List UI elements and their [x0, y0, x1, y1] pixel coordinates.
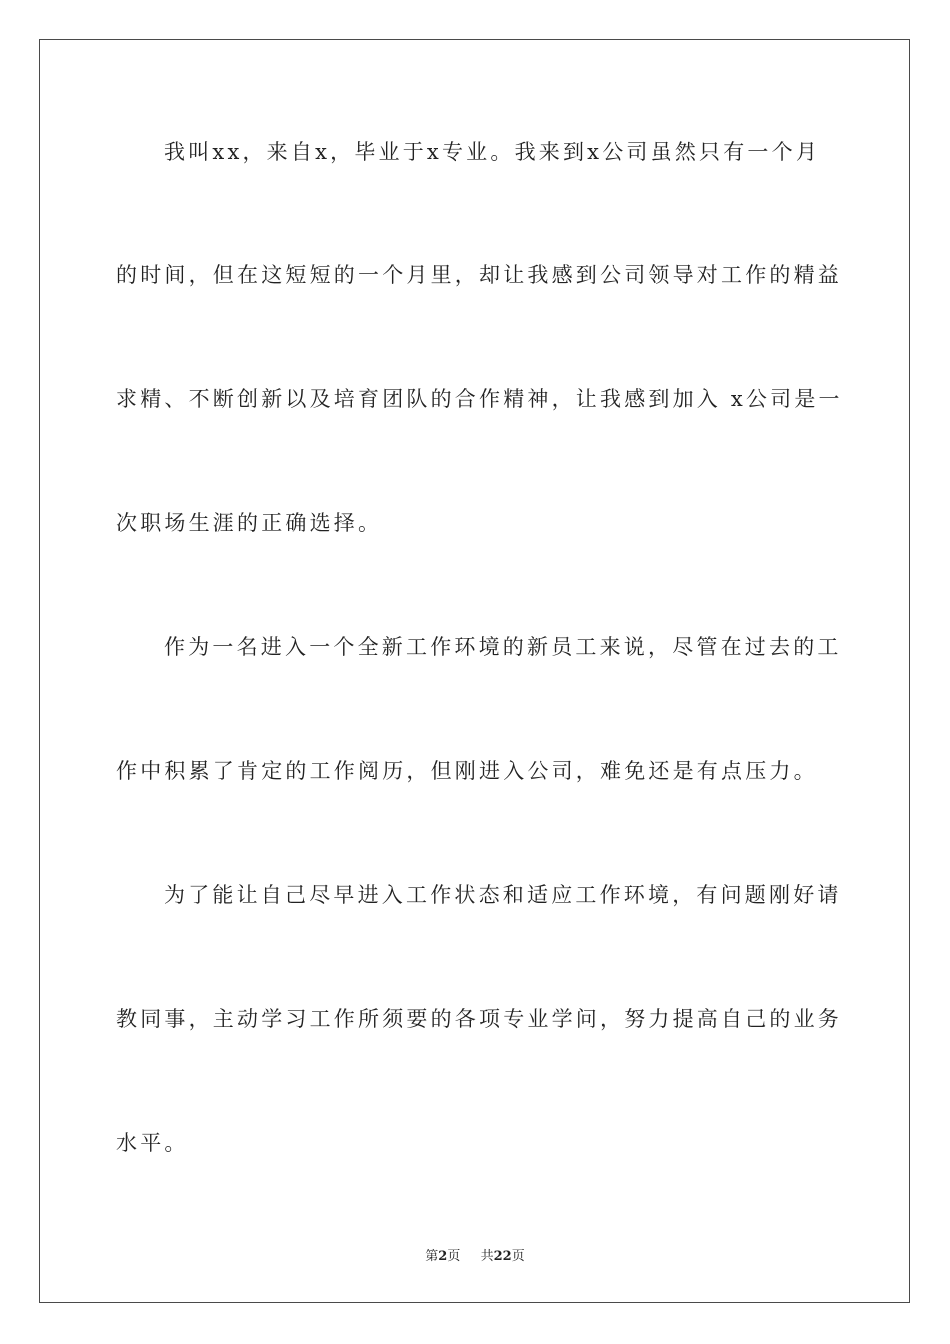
total-pages: 22 — [493, 1249, 512, 1264]
paragraph-2-line-1: 作为一名进入一个全新工作环境的新员工来说，尽管在过去的工 — [164, 635, 842, 659]
total-prefix: 共 — [480, 1249, 494, 1264]
page-number: 2 — [438, 1249, 448, 1264]
paragraph-1-line-4: 次职场生涯的正确选择。 — [116, 511, 383, 535]
paragraph-2-line-2: 作中积累了肯定的工作阅历，但刚进入公司，难免还是有点压力。 — [116, 759, 818, 783]
paragraph-3-line-3: 水平。 — [116, 1131, 189, 1155]
page-footer — [0, 1245, 950, 1264]
paragraph-1-line-2: 的时间，但在这短短的一个月里，却让我感到公司领导对工作的精益 — [116, 263, 842, 287]
total-suffix: 页 — [511, 1249, 525, 1264]
page-border — [39, 39, 910, 1303]
paragraph-3-line-2: 教同事，主动学习工作所须要的各项专业学问，努力提高自己的业务 — [116, 1007, 842, 1031]
page-prefix: 第 — [425, 1249, 439, 1264]
paragraph-1-line-1: 我叫xx，来自x，毕业于x专业。我来到x公司虽然只有一个月 — [164, 140, 821, 164]
paragraph-1-line-3: 求精、不断创新以及培育团队的合作精神，让我感到加入 x公司是一 — [116, 387, 843, 411]
paragraph-3-line-1: 为了能让自己尽早进入工作状态和适应工作环境，有问题刚好请 — [164, 883, 842, 907]
page-suffix: 页 — [447, 1249, 461, 1264]
